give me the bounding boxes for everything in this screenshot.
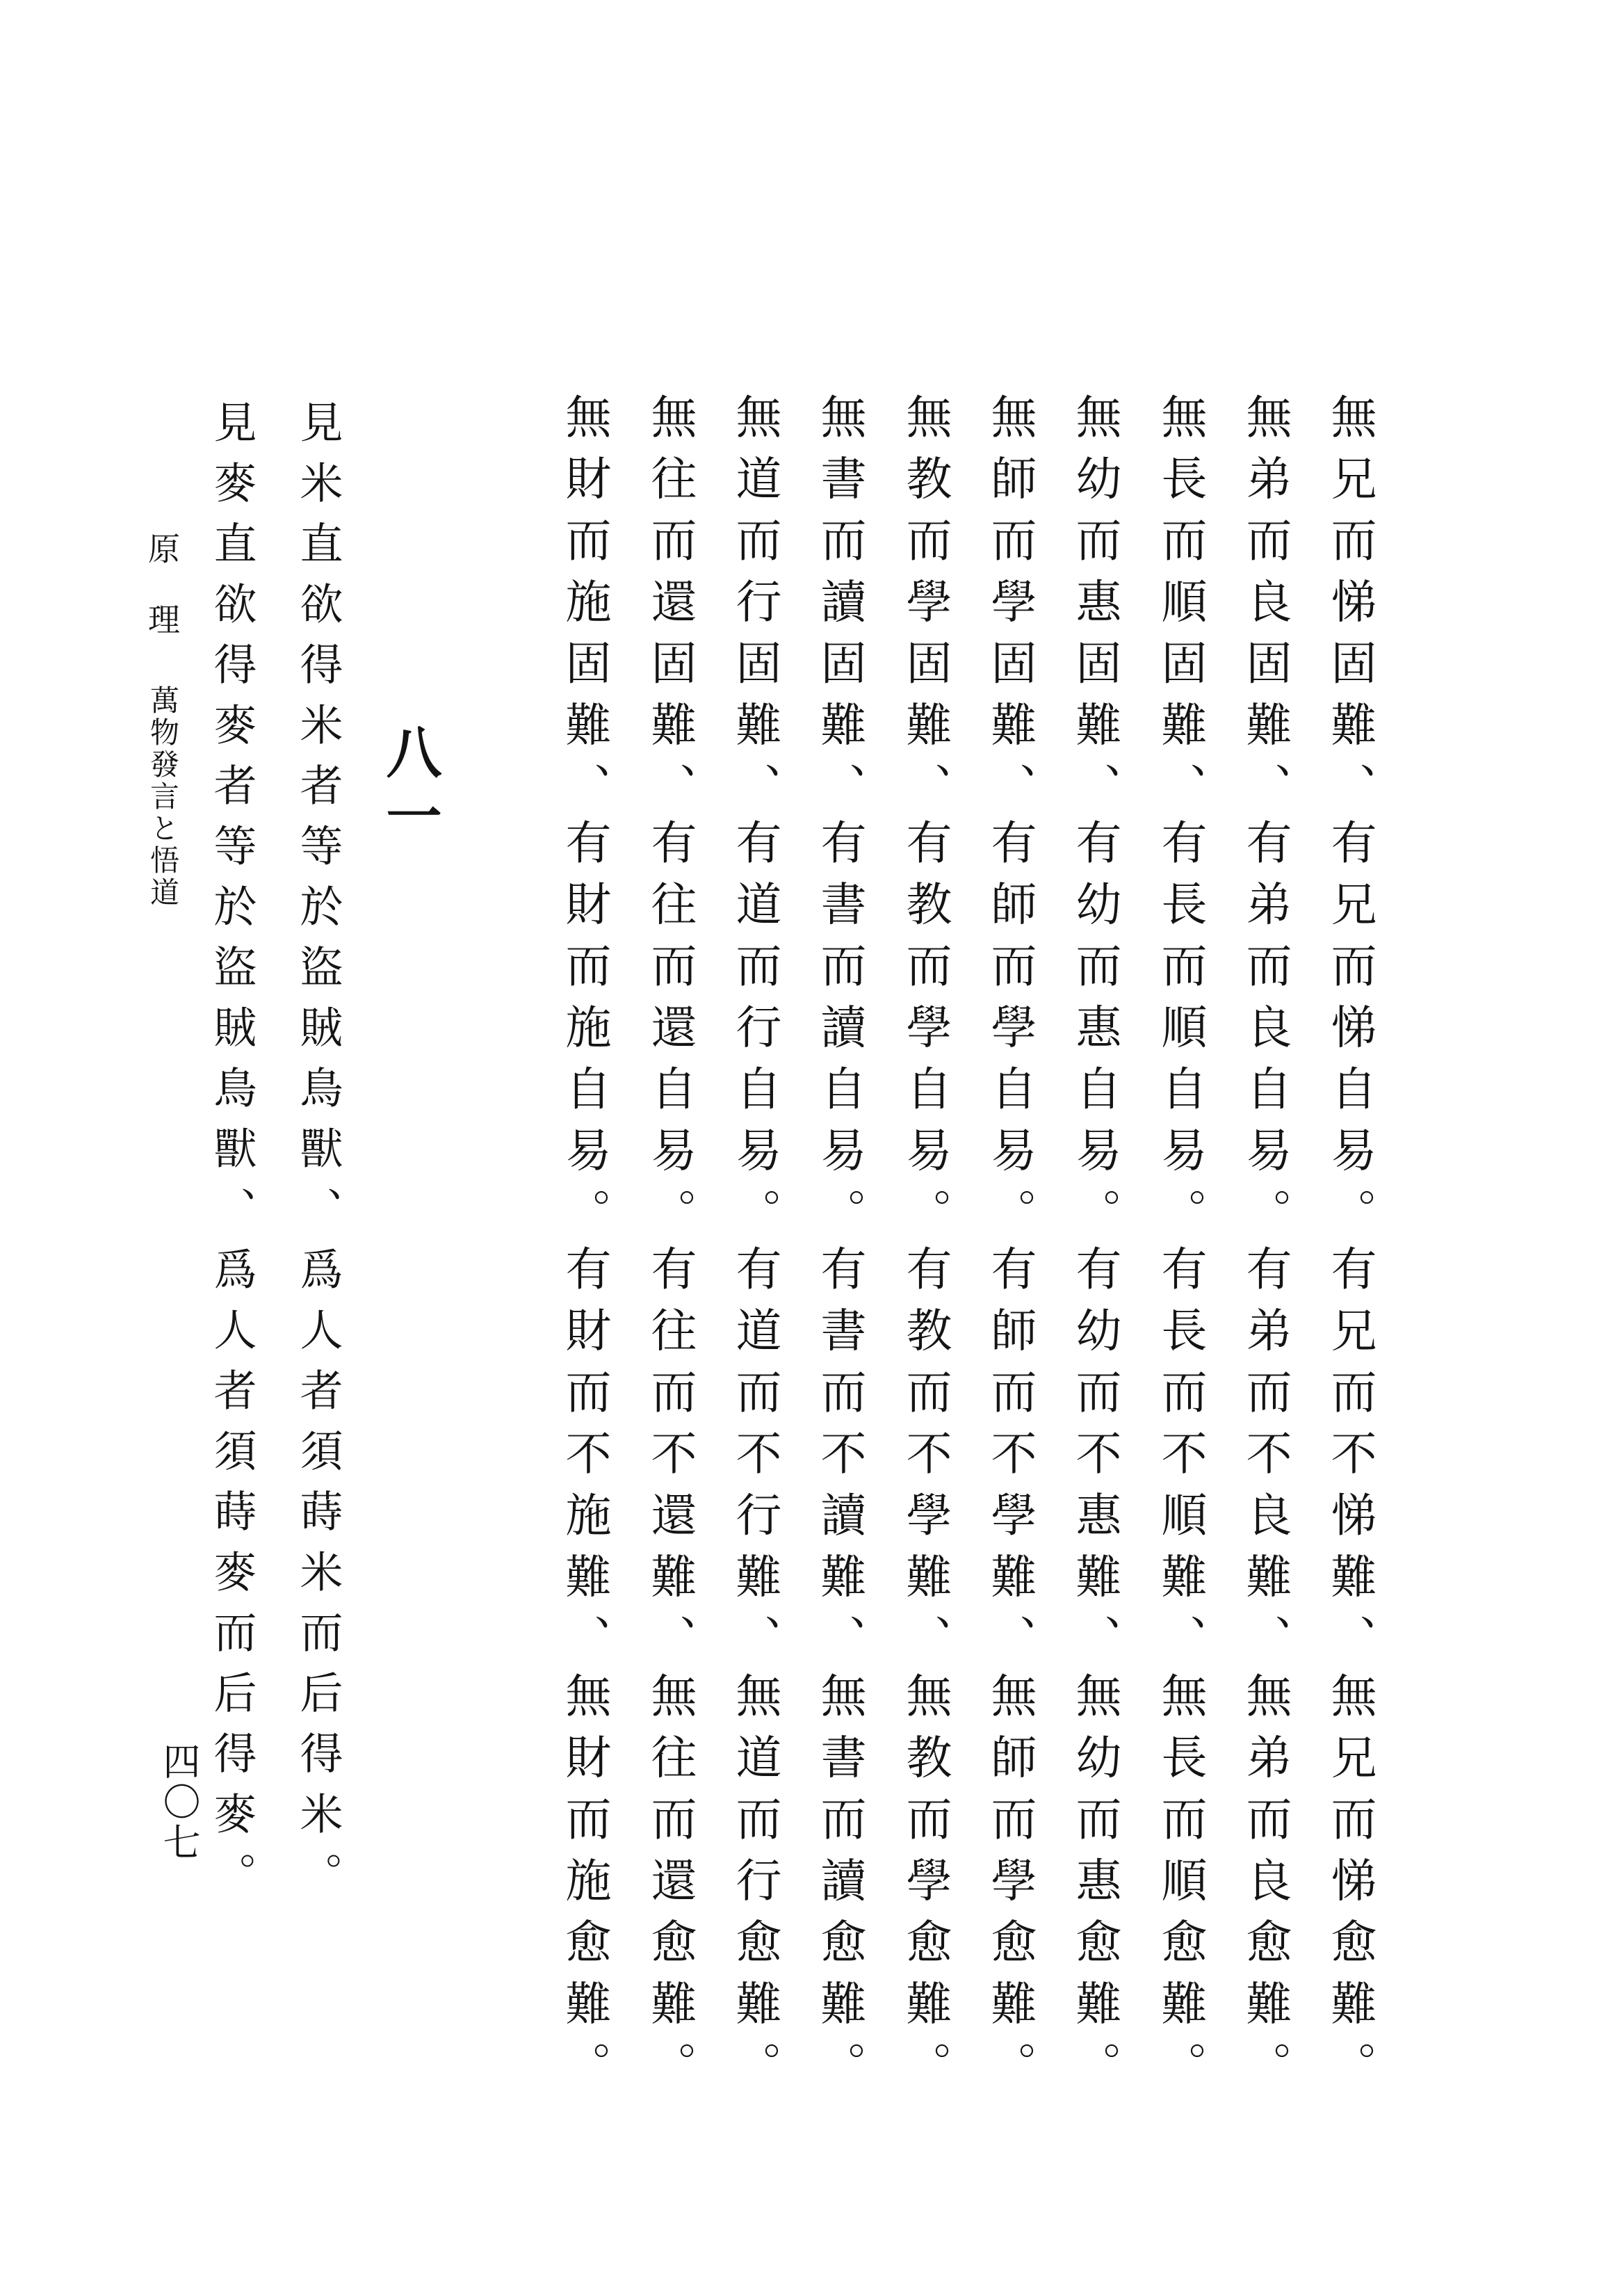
verse-line: 無師而學固難、 <box>983 393 1037 824</box>
verse-line: 無兄而悌固難、 <box>1323 393 1377 824</box>
verse-line: 有弟而不良難、 <box>1238 1245 1292 1676</box>
verse-line: 無教而學固難、 <box>898 393 952 824</box>
verse-line: 無財而施愈難。 <box>558 1672 611 2103</box>
verse-line: 有財而不施難、 <box>558 1245 611 1676</box>
verse-line: 無弟而良固難、 <box>1238 393 1292 824</box>
verse-line: 無教而學愈難。 <box>898 1672 952 2103</box>
verse-line: 有長而順自易。 <box>1153 818 1207 1250</box>
verse-line: 有書而不讀難、 <box>813 1245 866 1676</box>
verse-line: 無幼而惠愈難。 <box>1068 1672 1121 2103</box>
verse-line: 無師而學愈難。 <box>983 1672 1037 2103</box>
verse-line: 有弟而良自易。 <box>1238 818 1292 1250</box>
verse-line: 無長而順固難、 <box>1153 393 1207 824</box>
running-header-chapter: 萬物發言と悟道 <box>146 685 180 909</box>
running-header-section: 原理 <box>143 532 181 674</box>
verse-line: 有財而施自易。 <box>558 818 611 1250</box>
verse-line: 有書而讀自易。 <box>813 818 866 1250</box>
verse-line: 有師而學自易。 <box>983 818 1037 1250</box>
page-number: 四〇七 <box>157 1742 201 1863</box>
verse-line: 有教而不學難、 <box>898 1245 952 1676</box>
section-text-line: 見米直欲得米者等於盜賊鳥獸、爲人者須蒔米而后得米。 <box>293 400 343 1912</box>
verse-line: 無兄而悌愈難。 <box>1323 1672 1377 2103</box>
verse-line: 有師而不學難、 <box>983 1245 1037 1676</box>
verse-line: 有往而還自易。 <box>643 818 697 1250</box>
verse-line: 有幼而惠自易。 <box>1068 818 1121 1250</box>
verse-line: 有道而行自易。 <box>728 818 781 1250</box>
verse-line: 有道而不行難、 <box>728 1245 781 1676</box>
verse-line: 無財而施固難、 <box>558 393 611 824</box>
verse-line: 有往而不還難、 <box>643 1245 697 1676</box>
verse-line: 無長而順愈難。 <box>1153 1672 1207 2103</box>
section-text-line: 見麥直欲得麥者等於盜賊鳥獸、爲人者須蒔麥而后得麥。 <box>206 400 257 1912</box>
verse-line: 無往而還愈難。 <box>643 1672 697 2103</box>
verse-line: 有幼而不惠難、 <box>1068 1245 1121 1676</box>
verse-line: 無書而讀愈難。 <box>813 1672 866 2103</box>
verse-line: 無書而讀固難、 <box>813 393 866 824</box>
verse-line: 無道而行愈難。 <box>728 1672 781 2103</box>
verse-line: 無幼而惠固難、 <box>1068 393 1121 824</box>
verse-line: 有兄而不悌難、 <box>1323 1245 1377 1676</box>
verse-line: 無往而還固難、 <box>643 393 697 824</box>
verse-line: 無道而行固難、 <box>728 393 781 824</box>
section-number: 八一 <box>377 723 442 851</box>
verse-line: 有兄而悌自易。 <box>1323 818 1377 1250</box>
verse-line: 有教而學自易。 <box>898 818 952 1250</box>
verse-line: 有長而不順難、 <box>1153 1245 1207 1676</box>
verse-line: 無弟而良愈難。 <box>1238 1672 1292 2103</box>
